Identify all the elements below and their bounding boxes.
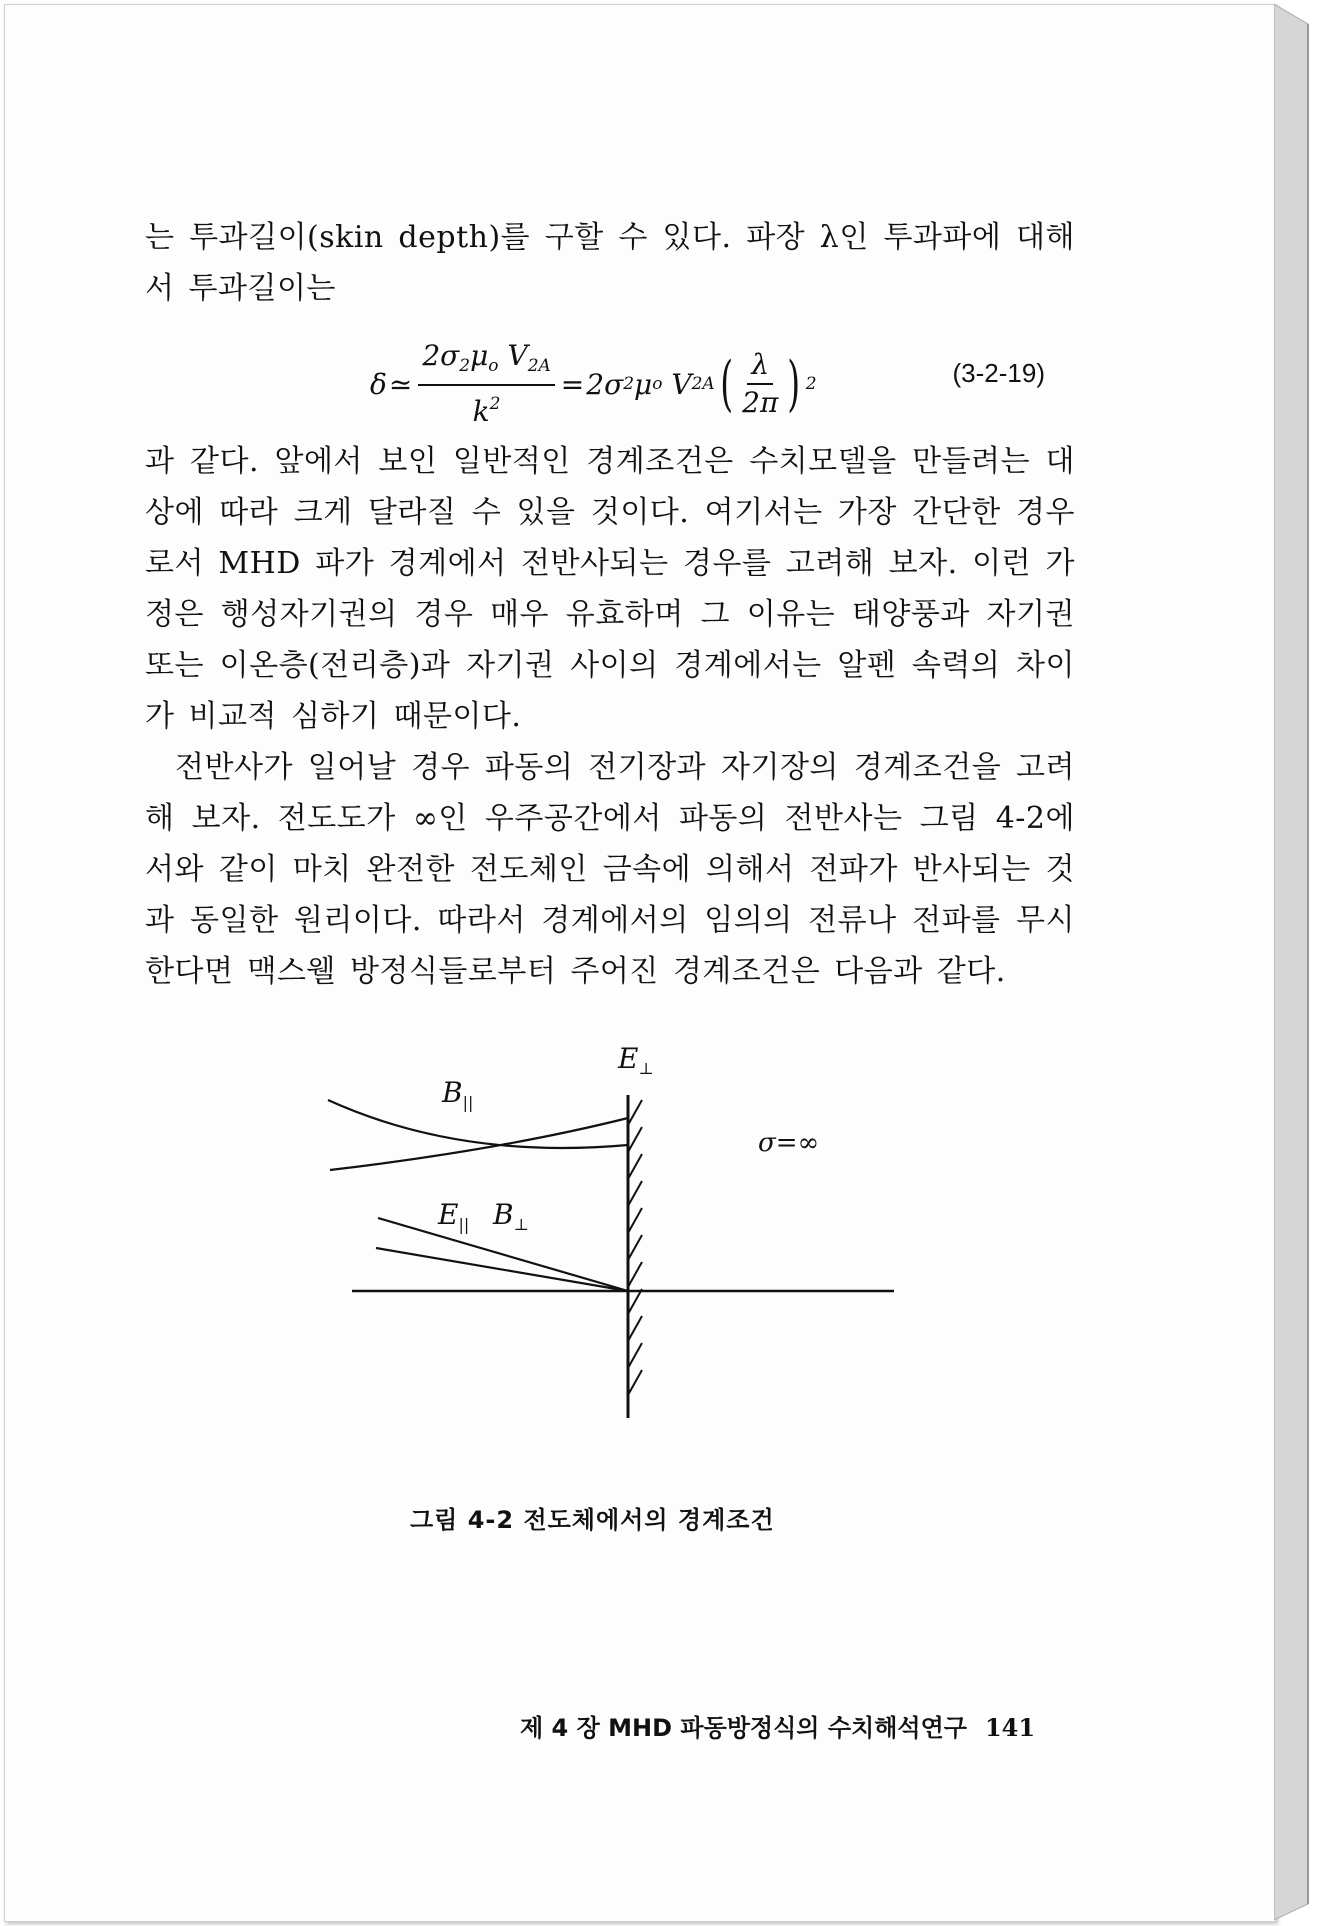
page-edge	[1274, 4, 1318, 1920]
b-parallel-reflected-curve	[330, 1118, 628, 1170]
label-b-parallel: $B_{||}$	[442, 1076, 474, 1112]
label-e-perp: $E_\perp$	[618, 1042, 654, 1078]
label-b-perp: $B_\perp$	[493, 1198, 529, 1234]
equation-number: (3-2-19)	[952, 358, 1045, 388]
label-e-parallel: $E_{||}$	[438, 1198, 470, 1234]
b-parallel-incident-curve	[328, 1100, 628, 1148]
paragraph-1: 는 투과길이(skin depth)를 구할 수 있다. 파장 λ인 투과파에 대해서 투과길이는	[145, 220, 1075, 306]
wall-hatching	[628, 1100, 642, 1395]
chapter-title: 제 4 장 MHD 파동방정식의 수치해석연구	[520, 1714, 967, 1742]
label-sigma-infinity: σ=∞	[758, 1128, 820, 1158]
figure-caption: 그림 4-2 전도체에서의 경계조건	[410, 1506, 775, 1534]
fraction-1: $\frac{2\sigma_2\mu_o V_{2A}}{k^2}$	[418, 340, 554, 428]
page-footer	[520, 1708, 1035, 1743]
page-content	[145, 212, 1075, 997]
paragraph-3: 전반사가 일어날 경우 파동의 전기장과 자기장의 경계조건을 고려해 보자. 전도도가 ∞인 우주공간에서 파동의 전반사는 그림 4-2에서와 같이 마치 완전한 전도체인 금속에 의해서 전파가 반사되는 것과 동일한 원리이다. 따라서 경계에서의 임의의 전류나 전파를 무시한다면 맥스웰 방정식들로부터 주어진 경계조건은 다음과 같다.	[145, 750, 1075, 989]
paragraph-2: 과 같다. 앞에서 보인 일반적인 경계조건은 수치모델을 만들려는 대상에 따라 크게 달라질 수 있을 것이다. 여기서는 가장 간단한 경우로서 MHD 파가 경계에서 전반사되는 경우를 고려해 보자. 이런 가정은 행성자기권의 경우 매우 유효하며 그 이유는 태양풍과 자기권 또는 이온층(전리층)과 자기권 사이의 경계에서는 알펜 속력의 차이가 비교적 심하기 때문이다.	[145, 444, 1075, 734]
figure-diagram	[310, 1030, 910, 1430]
equation-3-2-19	[145, 322, 1075, 432]
fraction-2: $\frac{\lambda}{2\pi}$	[742, 348, 779, 419]
page-number: 141	[984, 1713, 1036, 1742]
figure-4-2	[310, 1030, 910, 1430]
equation-body: δ ≃ $\frac{2\sigma_2\mu_o V_{2A}}{k^2}$ = 2σ 2 μ o V 2A ( $\frac{\lambda}{2\pi}$ ) 2	[370, 339, 817, 428]
